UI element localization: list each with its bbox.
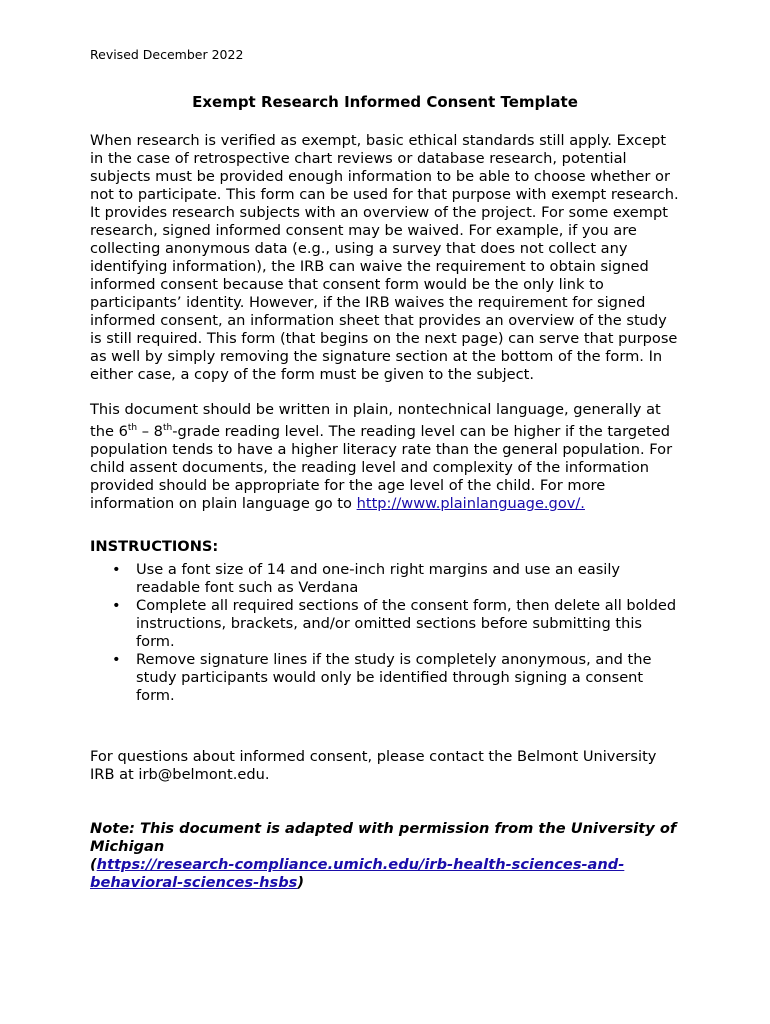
reading-level-text-a: This document should be written in plain, nontechnical language, generally at the 6 [90,401,661,440]
bullet-icon: • [112,596,121,614]
revision-date: Revised December 2022 [90,47,244,62]
superscript-th: th [127,423,138,433]
list-item [112,596,680,651]
open-paren: ( [90,855,97,873]
note-text: Note: This document is adapted with permission from the University of Michigan [90,819,677,855]
superscript-th: th [162,423,173,433]
document-title: Exempt Research Informed Consent Template [192,93,578,111]
list-item-text: Complete all required sections of the consent form, then delete all bolded instructions, brackets, and/or omitted sections before submitting this form. [136,596,677,650]
instructions-heading: INSTRUCTIONS: [90,537,219,555]
umich-link[interactable]: https://research-compliance.umich.edu/irb-health-sciences-and-behavioral-sciences-hsbs [90,855,625,891]
attribution-note [90,820,680,892]
close-paren: ) [297,873,305,891]
list-item-text: Remove signature lines if the study is completely anonymous, and the study participants would only be identified through signing a consent form. [136,650,652,704]
list-item [112,650,680,705]
list-item [112,560,680,597]
list-item-text: Use a font size of 14 and one-inch right margins and use an easily readable font such as Verdana [136,560,621,596]
bullet-icon: • [112,560,121,578]
bullet-icon: • [112,650,121,668]
instructions-list [90,561,680,705]
plain-language-link[interactable]: http://www.plainlanguage.gov/. [356,494,585,512]
reading-level-text-b: – 8 [137,422,163,440]
reading-level-text-c: -grade reading level. The reading level can be higher if the targeted population tends to have a higher literacy rate than the general population. For child assent documents, the reading level and complexity of the information provided should be appropriate for the age level of the child. For more information on plain language go to [90,422,673,512]
contact-paragraph: For questions about informed consent, please contact the Belmont University IRB at irb@belmont.edu. [90,747,657,783]
reading-level-paragraph [90,401,680,513]
intro-paragraph: When research is verified as exempt, basic ethical standards still apply. Except in the case of retrospective chart reviews or database research, potential subjects must be provided enough information to be able to choose whether or not to participate. This form can be used for that purpose with exempt research. It provides research subjects with an overview of the project. For some exempt research, signed informed consent may be waived. For example, if you are collecting anonymous data (e.g., using a survey that does not collect any identifying information), the IRB can waive the requirement to obtain signed informed consent because that consent form would be the only link to participants’ identity. However, if the IRB waives the requirement for signed informed consent, an information sheet that provides an overview of the study is still required. This form (that begins on the next page) can serve that purpose as well by simply removing the signature section at the bottom of the form. In either case, a copy of the form must be given to the subject. [90,132,679,383]
